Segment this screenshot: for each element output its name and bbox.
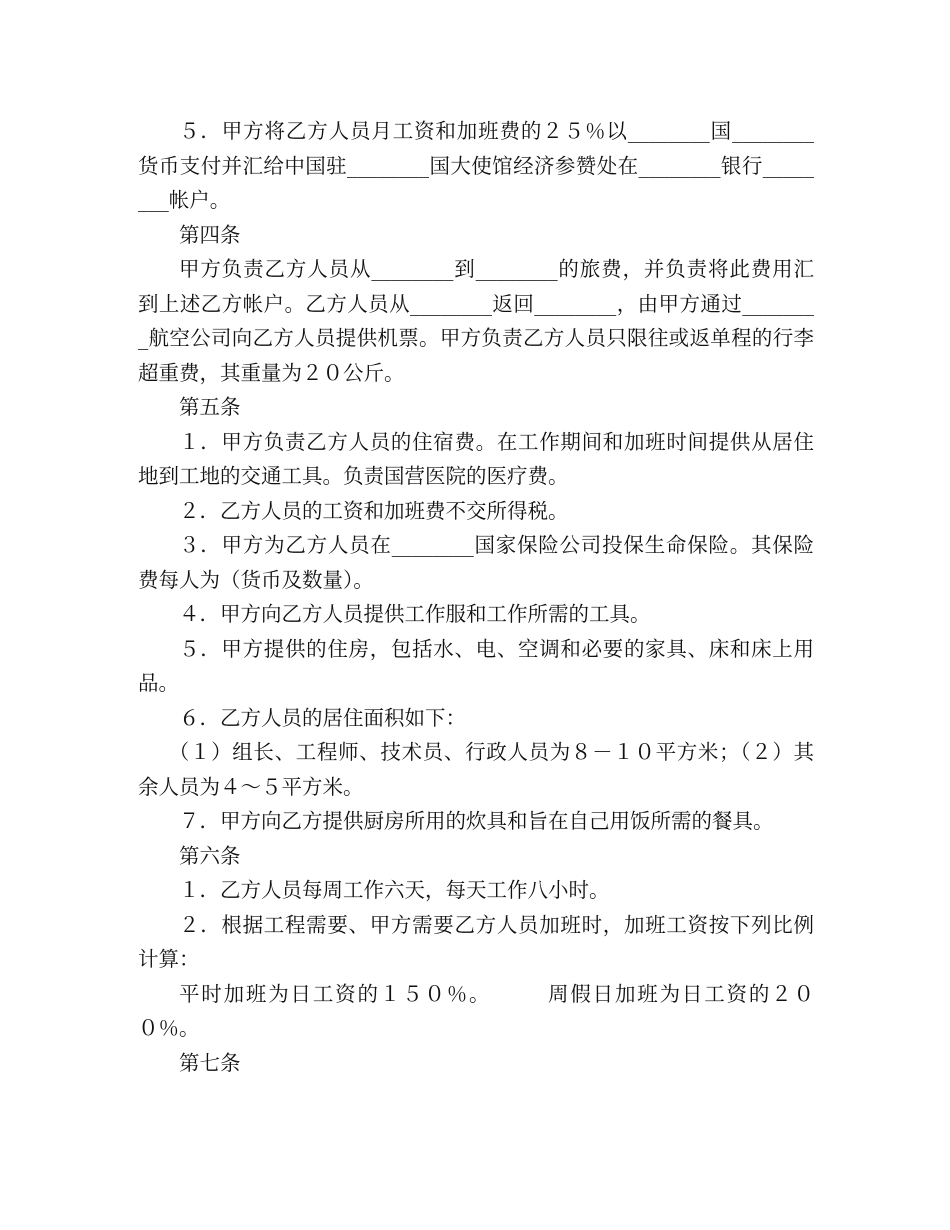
article5-item4: ４．甲方向乙方人员提供工作服和工作所需的工具。 bbox=[179, 602, 651, 626]
document-body bbox=[138, 114, 814, 1080]
article3-item5: ５．甲方将乙方人员月工资和加班费的２５％以________国________货币支付并汇给中国驻________国大使馆经济参赞处在________银行________帐户。 bbox=[138, 119, 814, 212]
article5-heading: 第五条 bbox=[179, 395, 241, 419]
article6-heading: 第六条 bbox=[179, 843, 241, 868]
article5-item3: ３．甲方为乙方人员在________国家保险公司投保生命保险。其保险费每人为（货币及数量）。 bbox=[138, 533, 814, 592]
article5-item6-subitems: （１）组长、工程师、技术员、行政人员为８－１０平方米；（２）其余人员为４～５平方米。 bbox=[138, 740, 814, 799]
article6-item1: １．乙方人员每周工作六天，每天工作八小时。 bbox=[179, 878, 610, 902]
article4-body: 甲方负责乙方人员从________到________的旅费，并负责将此费用汇到上述乙方帐户。乙方人员从________返回________，由甲方通过________航空公司向乙方人员提供机票。甲方负责乙方人员只限往或返单程的行李超重费，其重量为２０公斤。 bbox=[138, 257, 814, 385]
article4-heading: 第四条 bbox=[179, 222, 241, 247]
article5-item5: ５．甲方提供的住房，包括水、电、空调和必要的家具、床和床上用品。 bbox=[138, 636, 814, 695]
article6-item2-rates: 平时加班为日工资的１５０％。 周假日加班为日工资的２００％。 bbox=[138, 981, 814, 1040]
article5-item1: １．甲方负责乙方人员的住宿费。在工作期间和加班时间提供从居住地到工地的交通工具。负责国营医院的医疗费。 bbox=[138, 429, 814, 488]
article6-item2: ２．根据工程需要、甲方需要乙方人员加班时，加班工资按下列比例计算： bbox=[138, 912, 814, 971]
article5-item2: ２．乙方人员的工资和加班费不交所得税。 bbox=[179, 498, 569, 523]
article7-heading: 第七条 bbox=[179, 1050, 241, 1075]
article5-item7: ７．甲方向乙方提供厨房所用的炊具和旨在自己用饭所需的餐具。 bbox=[179, 809, 774, 833]
article5-item6: ６．乙方人员的居住面积如下： bbox=[179, 705, 466, 730]
